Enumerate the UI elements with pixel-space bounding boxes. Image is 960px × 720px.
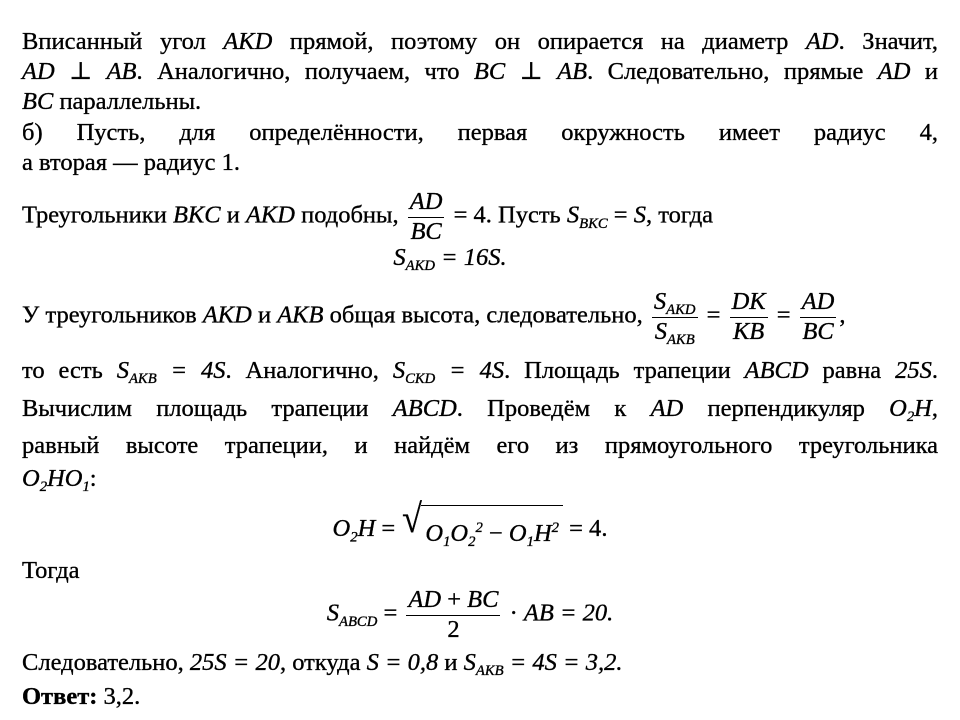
denominator: KB (732, 317, 765, 345)
radical-sign: √ (402, 496, 423, 541)
math-bc: BC (467, 586, 499, 613)
subscript-akd: AKD (666, 302, 696, 319)
math-bkc: BKC (172, 201, 221, 229)
text: Треугольники (22, 201, 173, 229)
subscript-ckd: CKD (405, 371, 436, 388)
text-line-9 (22, 356, 938, 386)
text: параллельны. (53, 88, 202, 115)
math-o: O (332, 515, 351, 543)
subscript-akb: AKB (666, 331, 695, 348)
text: а вторая — радиус 1. (22, 149, 241, 176)
math-akb: AKB (277, 301, 324, 329)
subscript-1: 1 (526, 534, 534, 551)
math-s: S (654, 317, 667, 345)
math-akd: AKD (202, 301, 252, 329)
math-s: S (393, 244, 406, 271)
period: . (601, 515, 608, 543)
text-line-6 (22, 190, 938, 244)
text: . Аналогично, получаем, что (136, 58, 474, 85)
math-s: S (566, 201, 580, 229)
text-line-10 (22, 394, 938, 424)
math-16s: = 16S. (434, 244, 507, 271)
text: , откуда (279, 649, 367, 676)
math-ad: AD (22, 58, 55, 85)
math-25s-eq-20: 25S = 20 (189, 649, 280, 676)
subscript-akd: AKD (405, 258, 435, 275)
subscript-abcd: ABCD (338, 613, 378, 630)
text-line-16 (22, 648, 938, 678)
math-h: H (914, 395, 932, 422)
math-bc: BC (22, 88, 54, 115)
comma: , (931, 395, 938, 422)
formula-o2h (22, 496, 938, 556)
text-line-12 (22, 464, 938, 494)
text: равна (808, 357, 896, 384)
equals: = (607, 201, 634, 229)
text-line-2 (22, 57, 938, 87)
text: . Проведём к (456, 395, 651, 422)
plus: + (441, 586, 468, 613)
subscript-2: 2 (350, 529, 358, 546)
minus: − (482, 520, 509, 547)
equals: = (377, 599, 404, 627)
square-root (401, 496, 563, 556)
text-line-3 (22, 87, 938, 117)
math-h: H (357, 515, 376, 543)
math-o: O (64, 465, 83, 492)
subscript-2: 2 (906, 409, 915, 426)
math-ab: AB (106, 58, 137, 85)
math-bc: BC (473, 58, 506, 85)
math-s: S (463, 649, 476, 676)
comma: , (839, 301, 846, 329)
text: то есть (22, 357, 117, 384)
math-h: H (47, 465, 65, 492)
math-o: O (508, 520, 527, 547)
numerator (652, 290, 698, 318)
subscript-1: 1 (82, 479, 90, 496)
math-equals-4: = 4 (447, 201, 486, 229)
answer-label: Ответ: (22, 683, 98, 710)
formula-s-abcd (22, 588, 938, 642)
text: У треугольников (22, 301, 203, 329)
subscript-1: 1 (443, 534, 451, 551)
math-equals-4: = 4 (562, 515, 602, 543)
math-25s: 25S (895, 357, 932, 384)
text: и (910, 58, 938, 85)
math-s: S (326, 599, 339, 627)
text: . Значит, (838, 28, 938, 55)
numerator (406, 588, 500, 616)
text: , тогда (646, 201, 714, 229)
math-abcd: ABCD (744, 357, 809, 384)
math-ad: AD (877, 58, 911, 85)
math-akd: AKD (223, 28, 273, 55)
subscript-akb: AKB (475, 663, 504, 680)
fraction-ad-bc (408, 190, 445, 244)
text: Следовательно, (22, 649, 190, 676)
colon: : (89, 465, 97, 492)
subscript-bkc: BKC (579, 215, 608, 232)
text: перпендикуляр (683, 395, 890, 422)
fraction-ad-plus-bc-over-2 (406, 588, 500, 642)
text: . Следовательно, прямые (587, 58, 878, 85)
denominator (652, 317, 698, 348)
math-akd: AKD (245, 201, 295, 229)
text: и (251, 301, 278, 329)
denominator: BC (802, 317, 834, 345)
text: общая высота, следовательно, (323, 301, 649, 329)
text: . Площадь трапеции (504, 357, 745, 384)
math-h: H (533, 520, 552, 547)
math-s: S (116, 357, 129, 384)
math-4s-value: = 4S = 3,2. (503, 649, 623, 676)
superscript-2: 2 (475, 520, 483, 537)
numerator: AD (800, 290, 837, 318)
dot: · (503, 599, 524, 627)
math-abcd: ABCD (392, 395, 457, 422)
denominator: 2 (447, 615, 460, 643)
text: Вычислим площадь трапеции (22, 395, 393, 422)
text-line-11 (22, 431, 938, 461)
equals: = (700, 301, 727, 329)
math-o: O (450, 520, 469, 547)
math-o: O (425, 520, 444, 547)
text: Вписанный угол (22, 28, 224, 55)
math-o: O (889, 395, 907, 422)
math-ad: AD (805, 28, 839, 55)
superscript-2: 2 (551, 520, 559, 537)
math-4s: = 4S (156, 357, 226, 384)
text: и (438, 649, 464, 676)
math-ab: AB (557, 58, 588, 85)
perp-symbol: ⊥ (54, 58, 107, 85)
denominator: BC (410, 217, 442, 245)
numerator: AD (408, 190, 445, 218)
math-4s: = 4S (435, 357, 505, 384)
text: подобны, (294, 201, 405, 229)
text: равный высоте трапеции, и найдём его из прямоугольного треугольника (22, 432, 938, 459)
period: . (931, 357, 938, 384)
answer-value: 3,2. (97, 683, 141, 710)
text-line-8 (22, 288, 938, 348)
text-line-14 (22, 556, 938, 586)
perp-symbol: ⊥ (505, 58, 558, 85)
text: . Пусть (485, 201, 567, 229)
subscript-2: 2 (39, 479, 48, 496)
math-s: S (392, 357, 406, 384)
math-ab-20: AB = 20. (523, 599, 614, 627)
math-s: S (653, 288, 667, 315)
text: . Аналогично, (225, 357, 393, 384)
numerator: DK (730, 290, 768, 318)
radicand (421, 505, 563, 556)
math-ad: AD (408, 586, 442, 613)
equals: = (375, 515, 402, 543)
text: б) Пусть, для определённости, первая окружность имеет радиус 4, (22, 119, 938, 146)
answer-line (22, 682, 938, 712)
text-line-1 (22, 27, 938, 57)
fraction-s-akd-s-akb (652, 288, 698, 348)
subscript-2: 2 (468, 534, 476, 551)
math-o: O (22, 465, 40, 492)
fraction-ad-bc (800, 290, 837, 344)
math-ad: AD (650, 395, 684, 422)
text: прямой, поэтому он опирается на диаметр (272, 28, 806, 55)
text-line-4 (22, 118, 938, 148)
text-line-5 (22, 148, 938, 178)
subscript-akb: AKB (128, 371, 157, 388)
text: Тогда (22, 557, 80, 584)
fraction-dk-kb (730, 290, 768, 344)
math-s: S (633, 201, 646, 229)
math-s-value: S = 0,8 (366, 649, 439, 676)
equals: = (770, 301, 797, 329)
formula-s-akd (22, 243, 938, 273)
text: и (220, 201, 246, 229)
